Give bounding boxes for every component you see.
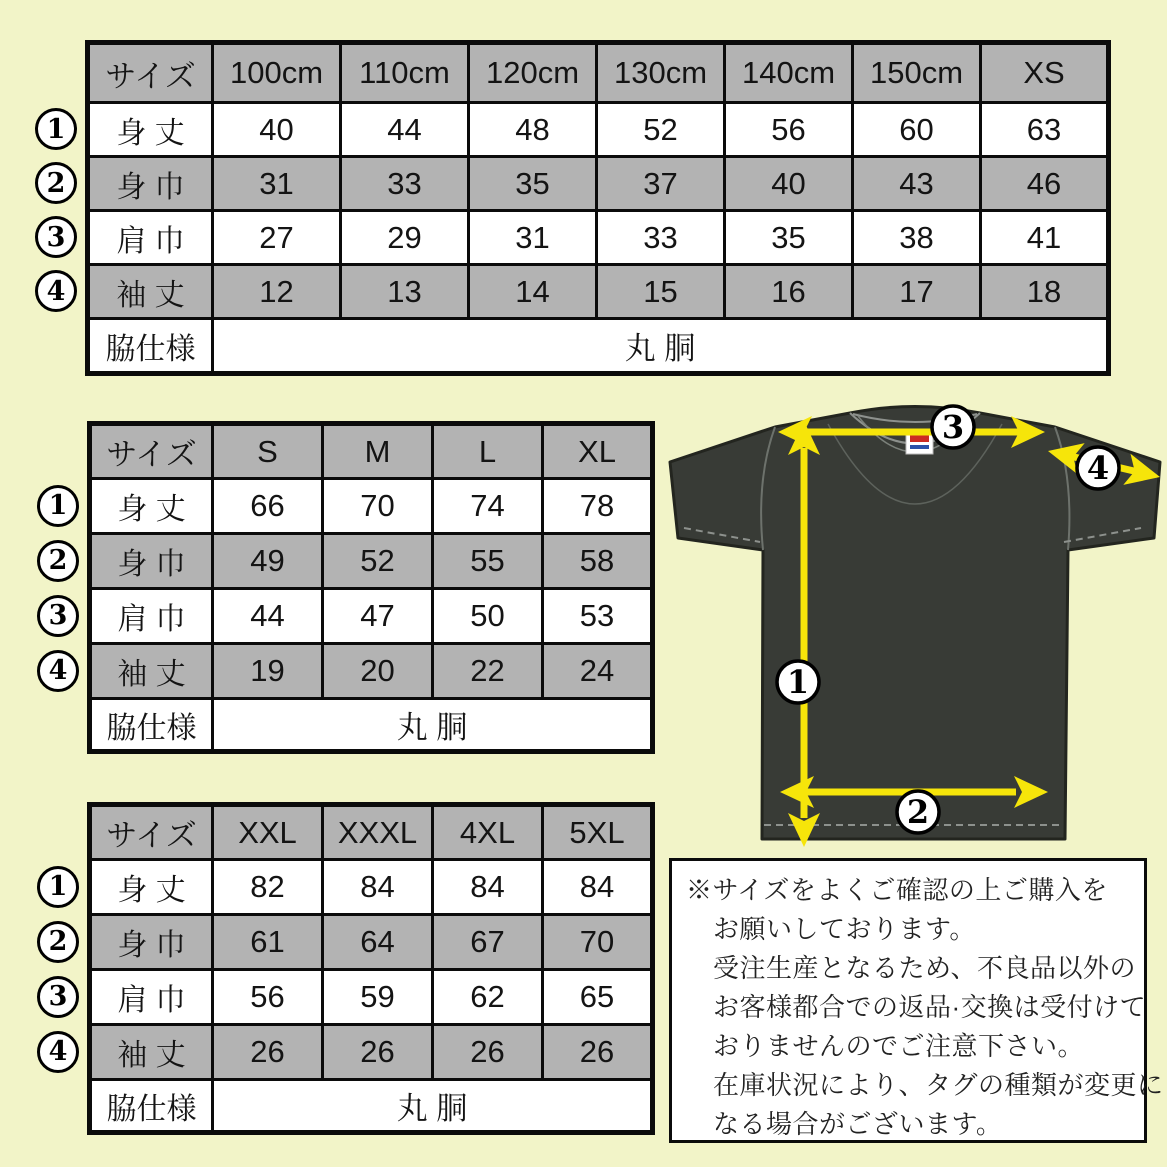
measure-value-cell: 84 — [543, 860, 653, 915]
side-spec-value: 丸 胴 — [213, 1080, 653, 1133]
size-header-cell: 150cm — [853, 43, 981, 103]
measure-row — [88, 157, 1109, 211]
row-marker-1: 1 — [37, 866, 79, 908]
measure-row — [90, 589, 653, 644]
tshirt-measurement-diagram — [660, 394, 1165, 855]
measure-value-cell: 35 — [725, 211, 853, 265]
notice-line: 受注生産となるため、不良品以外の — [713, 953, 1136, 983]
measure-value-cell: 44 — [213, 589, 323, 644]
measure-value-cell: 44 — [341, 103, 469, 157]
size-header-cell: L — [433, 424, 543, 479]
measure-value-cell: 53 — [543, 589, 653, 644]
measure-value-cell: 66 — [213, 479, 323, 534]
side-spec-value: 丸 胴 — [213, 699, 653, 752]
measure-value-cell: 15 — [597, 265, 725, 319]
size-table — [87, 421, 655, 754]
notice-line: 在庫状況により、タグの種類が変更に — [713, 1070, 1164, 1100]
measure-row — [90, 860, 653, 915]
measure-value-cell: 55 — [433, 534, 543, 589]
size-header-cell: XXL — [213, 805, 323, 860]
measure-value-cell: 17 — [853, 265, 981, 319]
purchase-notice-box — [669, 858, 1164, 1143]
svg-text:2: 2 — [906, 793, 930, 831]
measure-row — [90, 644, 653, 699]
measure-value-cell: 61 — [213, 915, 323, 970]
measure-value-cell: 26 — [543, 1025, 653, 1080]
row-marker-3: 3 — [37, 976, 79, 1018]
measure-value-cell: 40 — [725, 157, 853, 211]
measure-value-cell: 56 — [213, 970, 323, 1025]
measure-value-cell: 13 — [341, 265, 469, 319]
measure-value-cell: 56 — [725, 103, 853, 157]
measure-value-cell: 40 — [213, 103, 341, 157]
size-table — [85, 40, 1111, 376]
header-row — [90, 805, 653, 860]
measure-label: 身 丈 — [90, 479, 213, 534]
diagram-marker-2 — [897, 791, 939, 833]
row-marker-2: 2 — [37, 540, 79, 582]
size-header-cell: 4XL — [433, 805, 543, 860]
measure-value-cell: 74 — [433, 479, 543, 534]
measure-value-cell: 20 — [323, 644, 433, 699]
notice-line: おりませんのでご注意下さい。 — [713, 1031, 1085, 1061]
side-spec-row — [88, 319, 1109, 374]
measure-value-cell: 64 — [323, 915, 433, 970]
size-table — [87, 802, 655, 1135]
measure-value-cell: 84 — [323, 860, 433, 915]
measure-value-cell: 46 — [981, 157, 1109, 211]
measure-value-cell: 35 — [469, 157, 597, 211]
measure-label: 身 巾 — [88, 157, 213, 211]
measure-value-cell: 50 — [433, 589, 543, 644]
svg-text:3: 3 — [941, 408, 965, 446]
measure-row — [90, 915, 653, 970]
size-header-cell: XXXL — [323, 805, 433, 860]
measure-value-cell: 41 — [981, 211, 1109, 265]
measure-label: 身 丈 — [88, 103, 213, 157]
side-spec-label: 脇仕様 — [90, 1080, 213, 1133]
measure-row — [88, 211, 1109, 265]
size-header-cell: 5XL — [543, 805, 653, 860]
measure-value-cell: 49 — [213, 534, 323, 589]
notice-line: なる場合がございます。 — [713, 1109, 1003, 1139]
measure-label: 身 巾 — [90, 534, 213, 589]
side-spec-label: 脇仕様 — [90, 699, 213, 752]
measure-value-cell: 18 — [981, 265, 1109, 319]
size-header-cell: 110cm — [341, 43, 469, 103]
measure-row — [90, 1025, 653, 1080]
measure-value-cell: 31 — [469, 211, 597, 265]
measure-value-cell: 14 — [469, 265, 597, 319]
measure-label: 身 巾 — [90, 915, 213, 970]
header-row — [88, 43, 1109, 103]
measure-value-cell: 82 — [213, 860, 323, 915]
diagram-marker-3 — [932, 406, 974, 448]
measure-value-cell: 78 — [543, 479, 653, 534]
size-header-cell: XS — [981, 43, 1109, 103]
measure-value-cell: 38 — [853, 211, 981, 265]
row-marker-4: 4 — [35, 270, 77, 312]
measure-label: 袖 丈 — [90, 1025, 213, 1080]
size-header-cell: 120cm — [469, 43, 597, 103]
header-row — [90, 424, 653, 479]
measure-value-cell: 24 — [543, 644, 653, 699]
measure-label: 袖 丈 — [88, 265, 213, 319]
measure-value-cell: 84 — [433, 860, 543, 915]
size-header-cell: 130cm — [597, 43, 725, 103]
row-marker-3: 3 — [37, 595, 79, 637]
measure-row — [88, 265, 1109, 319]
measure-value-cell: 37 — [597, 157, 725, 211]
measure-value-cell: 67 — [433, 915, 543, 970]
measure-value-cell: 70 — [543, 915, 653, 970]
measure-value-cell: 52 — [323, 534, 433, 589]
row-marker-1: 1 — [37, 485, 79, 527]
row-marker-2: 2 — [35, 162, 77, 204]
measure-label: 肩 巾 — [88, 211, 213, 265]
measure-row — [90, 479, 653, 534]
measure-label: 袖 丈 — [90, 644, 213, 699]
row-marker-4: 4 — [37, 1031, 79, 1073]
measure-value-cell: 65 — [543, 970, 653, 1025]
measure-row — [90, 534, 653, 589]
measure-value-cell: 63 — [981, 103, 1109, 157]
row-marker-4: 4 — [37, 650, 79, 692]
measure-value-cell: 22 — [433, 644, 543, 699]
measure-value-cell: 70 — [323, 479, 433, 534]
measure-row — [88, 103, 1109, 157]
measure-label: 肩 巾 — [90, 970, 213, 1025]
size-header-cell: S — [213, 424, 323, 479]
side-spec-value: 丸 胴 — [213, 319, 1109, 374]
svg-text:4: 4 — [1086, 449, 1110, 487]
size-table-kids — [46, 40, 1111, 376]
measure-value-cell: 43 — [853, 157, 981, 211]
measure-value-cell: 29 — [341, 211, 469, 265]
measure-value-cell: 19 — [213, 644, 323, 699]
measure-value-cell: 52 — [597, 103, 725, 157]
measure-value-cell: 27 — [213, 211, 341, 265]
row-marker-1: 1 — [35, 108, 77, 150]
row-marker-2: 2 — [37, 921, 79, 963]
size-corner-label: サイズ — [88, 43, 213, 103]
measure-value-cell: 26 — [213, 1025, 323, 1080]
measure-value-cell: 12 — [213, 265, 341, 319]
svg-text:1: 1 — [786, 663, 810, 701]
measure-value-cell: 33 — [341, 157, 469, 211]
side-spec-label: 脇仕様 — [88, 319, 213, 374]
diagram-marker-1 — [777, 661, 819, 703]
side-spec-row — [90, 1080, 653, 1133]
measure-label: 身 丈 — [90, 860, 213, 915]
measure-value-cell: 59 — [323, 970, 433, 1025]
measure-value-cell: 58 — [543, 534, 653, 589]
measure-row — [90, 970, 653, 1025]
measure-value-cell: 60 — [853, 103, 981, 157]
measure-value-cell: 33 — [597, 211, 725, 265]
measure-value-cell: 47 — [323, 589, 433, 644]
measure-value-cell: 48 — [469, 103, 597, 157]
side-spec-row — [90, 699, 653, 752]
notice-line: お願いしております。 — [713, 914, 976, 944]
size-header-cell: XL — [543, 424, 653, 479]
diagram-marker-4 — [1077, 447, 1119, 489]
size-corner-label: サイズ — [90, 805, 213, 860]
measure-value-cell: 26 — [433, 1025, 543, 1080]
measure-value-cell: 31 — [213, 157, 341, 211]
row-marker-3: 3 — [35, 216, 77, 258]
size-corner-label: サイズ — [90, 424, 213, 479]
measure-label: 肩 巾 — [90, 589, 213, 644]
size-header-cell: 100cm — [213, 43, 341, 103]
notice-line: お客様都合での返品·交換は受付けて — [713, 992, 1147, 1022]
measure-value-cell: 26 — [323, 1025, 433, 1080]
size-header-cell: 140cm — [725, 43, 853, 103]
size-table-adult — [48, 421, 655, 754]
size-table-big — [48, 802, 655, 1135]
measure-value-cell: 62 — [433, 970, 543, 1025]
notice-line: ※サイズをよくご確認の上ご購入を — [686, 875, 1108, 905]
measure-value-cell: 16 — [725, 265, 853, 319]
size-header-cell: M — [323, 424, 433, 479]
